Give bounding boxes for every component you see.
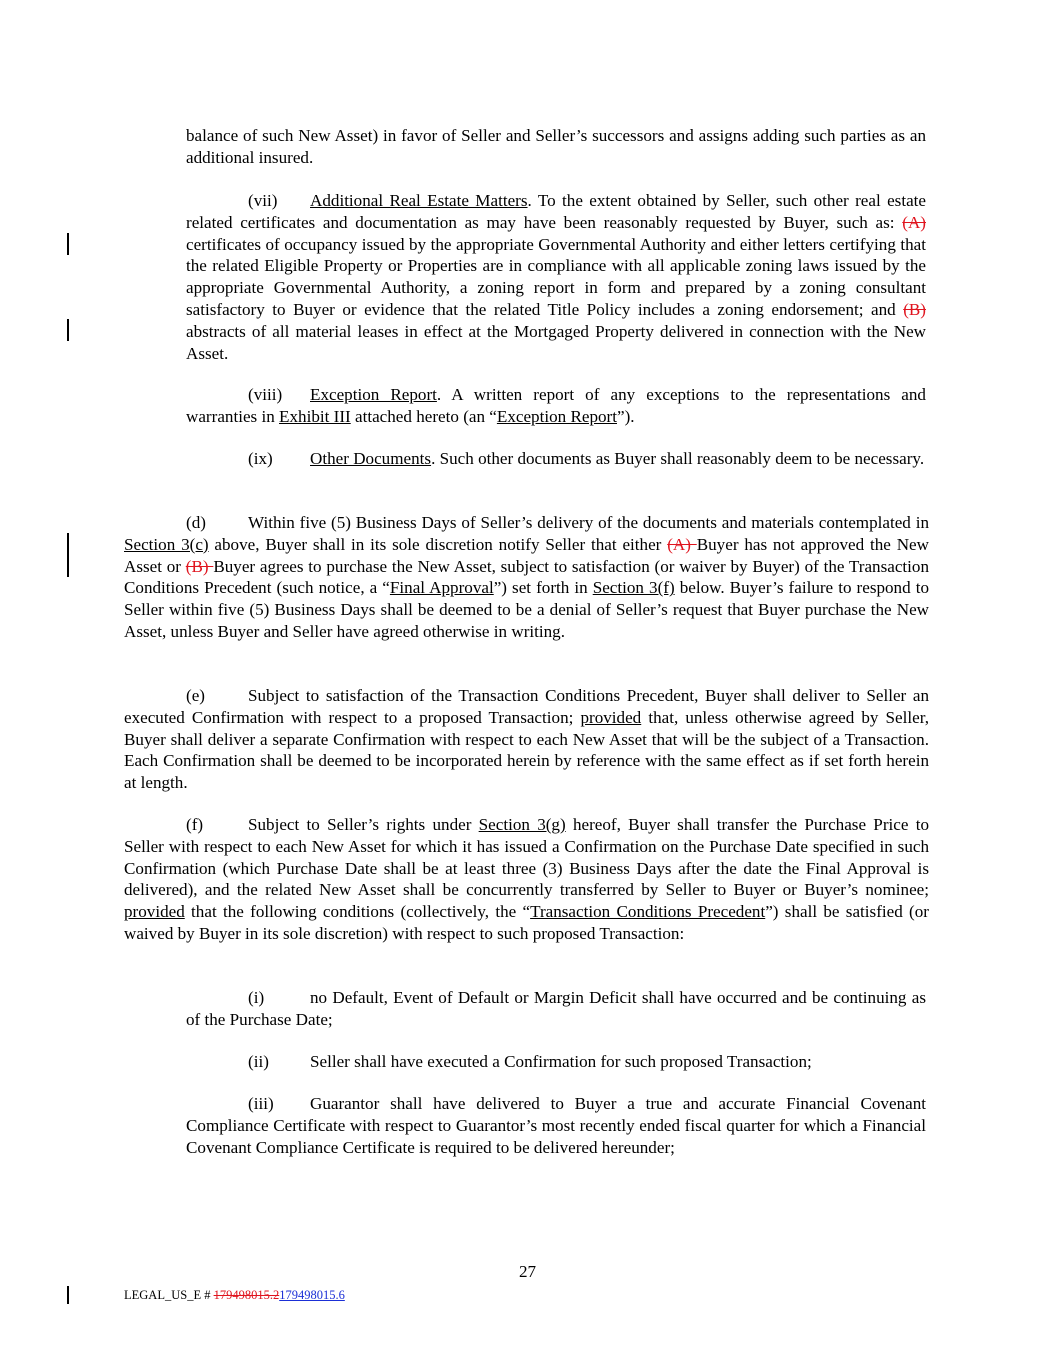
defined-term: Transaction Conditions Precedent — [530, 902, 766, 922]
clause-number: (iii) — [248, 1094, 274, 1113]
document-footer — [124, 1287, 345, 1303]
clause-e: (e) Subject to satisfaction of the Transaction Conditions Precedent, Buyer shall deliver to Seller an executed Confirmation with respect to a proposed Transaction; provided that, unless otherwise agreed by Seller, Buyer shall deliver a separate Confirmation with respect to each New Asset that will be the subject of a Transaction. Each Confirmation shall be deemed to be incorporated herein by reference with the same effect as if set forth herein at length. — [124, 686, 929, 793]
deleted-text: (A) — [667, 534, 697, 554]
change-bar — [67, 533, 69, 577]
clause-heading: Exception Report — [310, 385, 437, 404]
footer-prefix: LEGAL_US_E # — [124, 1288, 214, 1302]
cross-reference: Section 3(c) — [124, 534, 209, 554]
clause-heading: Additional Real Estate Matters — [310, 191, 528, 210]
clause-number: (d) — [186, 513, 206, 532]
clause-number: (f) — [186, 815, 204, 834]
change-bar — [67, 319, 69, 341]
clause-f-i: (i) no Default, Event of Default or Margin Deficit shall have occurred and be continuing as of the Purchase Date; — [186, 988, 926, 1029]
clause-ix: (ix) Other Documents. Such other documents as Buyer shall reasonably deem to be necessary. — [248, 449, 925, 468]
clause-number: (vii) — [248, 191, 278, 210]
cross-reference: Section 3(g) — [478, 815, 566, 834]
proviso: provided — [580, 707, 642, 727]
cross-reference: Exhibit III — [279, 406, 351, 426]
clause-number: (e) — [186, 686, 205, 705]
clause-number: (viii) — [248, 385, 283, 404]
deleted-text: (B) — [903, 299, 926, 319]
footer-inserted-docid: 179498015.6 — [279, 1288, 345, 1302]
clause-viii: (viii) Exception Report. A written report of any exceptions to the representations and warranties in Exhibit III attached hereto (an “Exception Report”). — [186, 385, 926, 426]
deleted-text: (B) — [185, 556, 214, 576]
clause-number: (ix) — [248, 449, 273, 468]
clause-f: (f) Subject to Seller’s rights under Section 3(g) hereof, Buyer shall transfer the Purchase Price to Seller with respect to each New Asset for which it has issued a Confirmation on the Purchase Date specified in such Confirmation (which Purchase Date shall be at least three (3) Business Days after the date the Final Approval is delivered), and the related New Asset shall be concurrently transferred by Seller to Buyer or Buyer’s nominee; provided that the following conditions (collectively, the “Transaction Conditions Precedent”) shall be satisfied (or waived by Buyer in its sole discretion) with respect to such proposed Transaction: — [124, 815, 929, 943]
continuation-paragraph: balance of such New Asset) in favor of Seller and Seller’s successors and assigns adding such parties as an additional insured. — [186, 126, 926, 167]
clause-number: (ii) — [248, 1052, 269, 1071]
change-bar — [67, 233, 69, 255]
clause-heading: Other Documents — [310, 449, 432, 468]
clause-f-iii: (iii) Guarantor shall have delivered to Buyer a true and accurate Financial Covenant Compliance Certificate with respect to Guarantor’s most recently ended fiscal quarter for which a Financial Covenant Compliance Certificate is required to be delivered hereunder; — [186, 1094, 926, 1157]
clause-f-ii: (ii) Seller shall have executed a Confirmation for such proposed Transaction; — [248, 1052, 812, 1071]
change-bar — [67, 1286, 69, 1304]
clause-d: (d) Within five (5) Business Days of Seller’s delivery of the documents and materials contemplated in Section 3(c) above, Buyer shall in its sole discretion notify Seller that either (A) Buyer has not approved the New Asset or (B) Buyer agrees to purchase the New Asset, subject to satisfaction (or waiver by Buyer) of the Transaction Conditions Precedent (such notice, a “Final Approval”) set forth in Section 3(f) below. Buyer’s failure to respond to Seller within five (5) Business Days shall be deemed to be a denial of Seller’s request that Buyer purchase the New Asset, unless Buyer and Seller have agreed otherwise in writing. — [124, 513, 930, 641]
clause-number: (i) — [248, 988, 265, 1007]
cross-reference: Section 3(f) — [592, 578, 675, 598]
proviso: provided — [124, 902, 185, 922]
clause-vii: (vii) Additional Real Estate Matters. To the extent obtained by Seller, such other real estate related certificates and documentation as may have been reasonably requested by Buyer, such as: (A) certificates of occupancy issued by the appropriate Governmental Authority and either letters certifying that the related Eligible Property or Properties are in compliance with all applicable zoning laws issued by the appropriate Governmental Authority, a zoning report in form and prepared by a zoning consultant satisfactory to Buyer or evidence that the related Title Policy includes a zoning endorsement; and (B) abstracts of all material leases in effect at the Mortgaged Property delivered in connection with the New Asset. — [186, 191, 926, 363]
defined-term: Exception Report — [496, 406, 617, 426]
defined-term: Final Approval — [389, 578, 494, 598]
deleted-text: (A) — [902, 212, 926, 232]
footer-deleted-docid: 179498015.2 — [213, 1288, 280, 1302]
page-number: 27 — [518, 1262, 537, 1281]
